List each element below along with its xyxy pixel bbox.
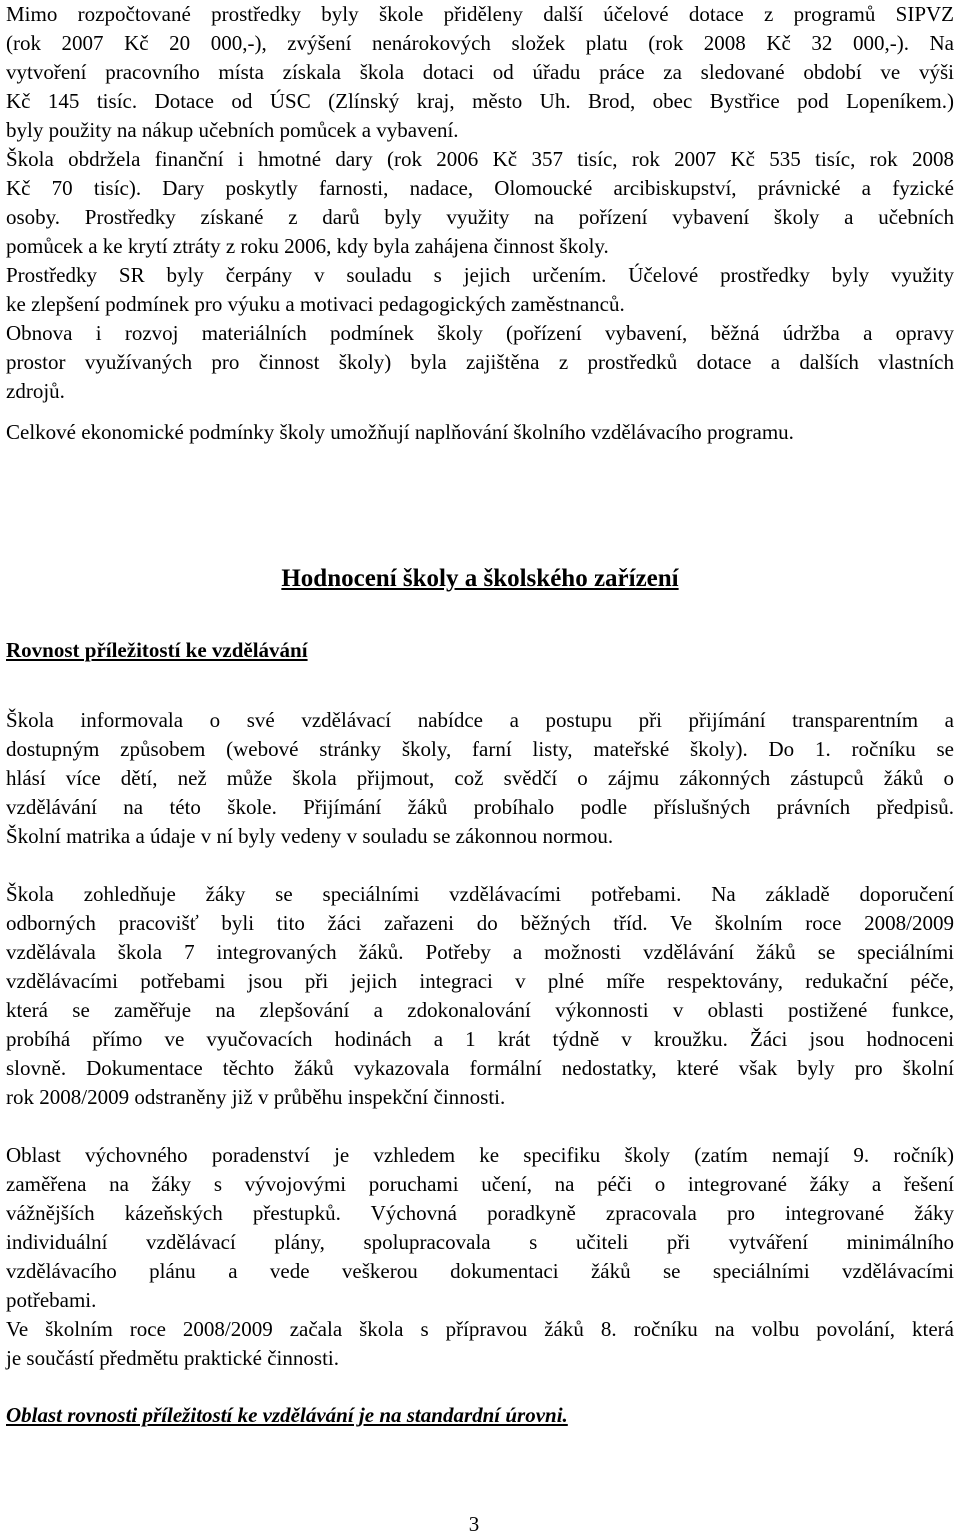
text-line: Škola obdržela finanční i hmotné dary (rok 2006 Kč 357 tisíc, rok 2007 Kč 535 tisíc, rok 2008 [6, 147, 954, 171]
text-line: ke zlepšení podmínek pro výuku a motivaci pedagogických zaměstnanců. [6, 292, 625, 316]
subsection-heading: Rovnost příležitostí ke vzdělávání [6, 638, 308, 662]
text-line: slovně. Dokumentace těchto žáků vykazovala formální nedostatky, které však byly pro školní [6, 1056, 954, 1080]
page-number: 3 [468, 1512, 480, 1536]
text-line: (rok 2007 Kč 20 000,-), zvýšení nenárokových složek platu (rok 2008 Kč 32 000,-). Na [6, 31, 954, 55]
section-heading: Hodnocení školy a školského zařízení [281, 565, 679, 592]
text-line: hlásí více dětí, než může škola přijmout, což svědčí o zájmu zákonných zástupců žáků o [6, 766, 954, 790]
text-line: Mimo rozpočtované prostředky byly škole přiděleny další účelové dotace z programů SIPVZ [6, 2, 954, 26]
text-line: Škola informovala o své vzdělávací nabídce a postupu při přijímání transparentním a [6, 708, 954, 732]
text-line: individuální vzdělávací plány, spolupracovala s učiteli při vytváření minimálního [6, 1230, 954, 1254]
text-line: Škola zohledňuje žáky se speciálními vzdělávacími potřebami. Na základě doporučení [6, 882, 954, 906]
text-line: potřebami. [6, 1288, 97, 1312]
text-line: rok 2008/2009 odstraněny již v průběhu inspekční činnosti. [6, 1085, 506, 1109]
text-line: Prostředky SR byly čerpány v souladu s jejich určením. Účelové prostředky byly využity [6, 263, 954, 287]
text-line: která se zaměřuje na zlepšování a zdokonalování výkonnosti v oblasti postižené funkce, [6, 998, 954, 1022]
text-line: byly použity na nákup učebních pomůcek a vybavení. [6, 118, 459, 142]
text-line: odborných pracovišť byli tito žáci zařazeni do běžných tříd. Ve školním roce 2008/2009 [6, 911, 954, 935]
text-line: je součástí předmětu praktické činnosti. [6, 1346, 339, 1370]
text-line: vzdělávala škola 7 integrovaných žáků. Potřeby a možnosti vzdělávání žáků se speciálními [6, 940, 954, 964]
text-line: Celkové ekonomické podmínky školy umožňují naplňování školního vzdělávacího programu. [6, 420, 794, 444]
text-line: Oblast výchovného poradenství je vzhledem ke specifiku školy (zatím nemají 9. ročník) [6, 1143, 954, 1167]
conclusion-statement: Oblast rovnosti příležitostí ke vzdělávání je na standardní úrovni. [6, 1403, 568, 1427]
text-line: vzdělávacího plánu a vede veškerou dokumentaci žáků se speciálními vzdělávacími [6, 1259, 954, 1283]
text-line: prostor využívaných pro činnost školy) byla zajištěna z prostředků dotace a dalších vlastních [6, 350, 954, 374]
text-line: vytvoření pracovního místa získala škola dotaci od úřadu práce za sledované období ve výši [6, 60, 954, 84]
text-line: Ve školním roce 2008/2009 začala škola s přípravou žáků 8. ročníku na volbu povolání, která [6, 1317, 954, 1341]
text-line: dostupným způsobem (webové stránky školy, farní listy, mateřské školy). Do 1. ročníku se [6, 737, 954, 761]
text-line: Školní matrika a údaje v ní byly vedeny v souladu se zákonnou normou. [6, 824, 614, 848]
text-line: Kč 145 tisíc. Dotace od ÚSC (Zlínský kraj, město Uh. Brod, obec Bystřice pod Lopeníkem.) [6, 89, 954, 113]
text-line: Obnova i rozvoj materiálních podmínek školy (pořízení vybavení, běžná údržba a opravy [6, 321, 954, 345]
text-line: Kč 70 tisíc). Dary poskytly farnosti, nadace, Olomoucké arcibiskupství, právnické a fyzické [6, 176, 954, 200]
text-line: pomůcek a ke krytí ztráty z roku 2006, kdy byla zahájena činnost školy. [6, 234, 609, 258]
text-line: zaměřena na žáky s vývojovými poruchami učení, na péči o integrované žáky a řešení [6, 1172, 954, 1196]
text-line: vážnějších kázeňských přestupků. Výchovná poradkyně zpracovala pro integrované žáky [6, 1201, 954, 1225]
text-line: probíhá přímo ve vyučovacích hodinách a 1 krát týdně v kroužku. Žáci jsou hodnoceni [6, 1027, 954, 1051]
text-line: zdrojů. [6, 379, 65, 403]
text-line: vzdělávání na této škole. Přijímání žáků probíhalo podle příslušných právních předpisů. [6, 795, 954, 819]
text-line: vzdělávacími potřebami jsou při jejich integraci v plné míře respektovány, redukační péče, [6, 969, 954, 993]
text-line: osoby. Prostředky získané z darů byly využity na pořízení vybavení školy a učebních [6, 205, 954, 229]
